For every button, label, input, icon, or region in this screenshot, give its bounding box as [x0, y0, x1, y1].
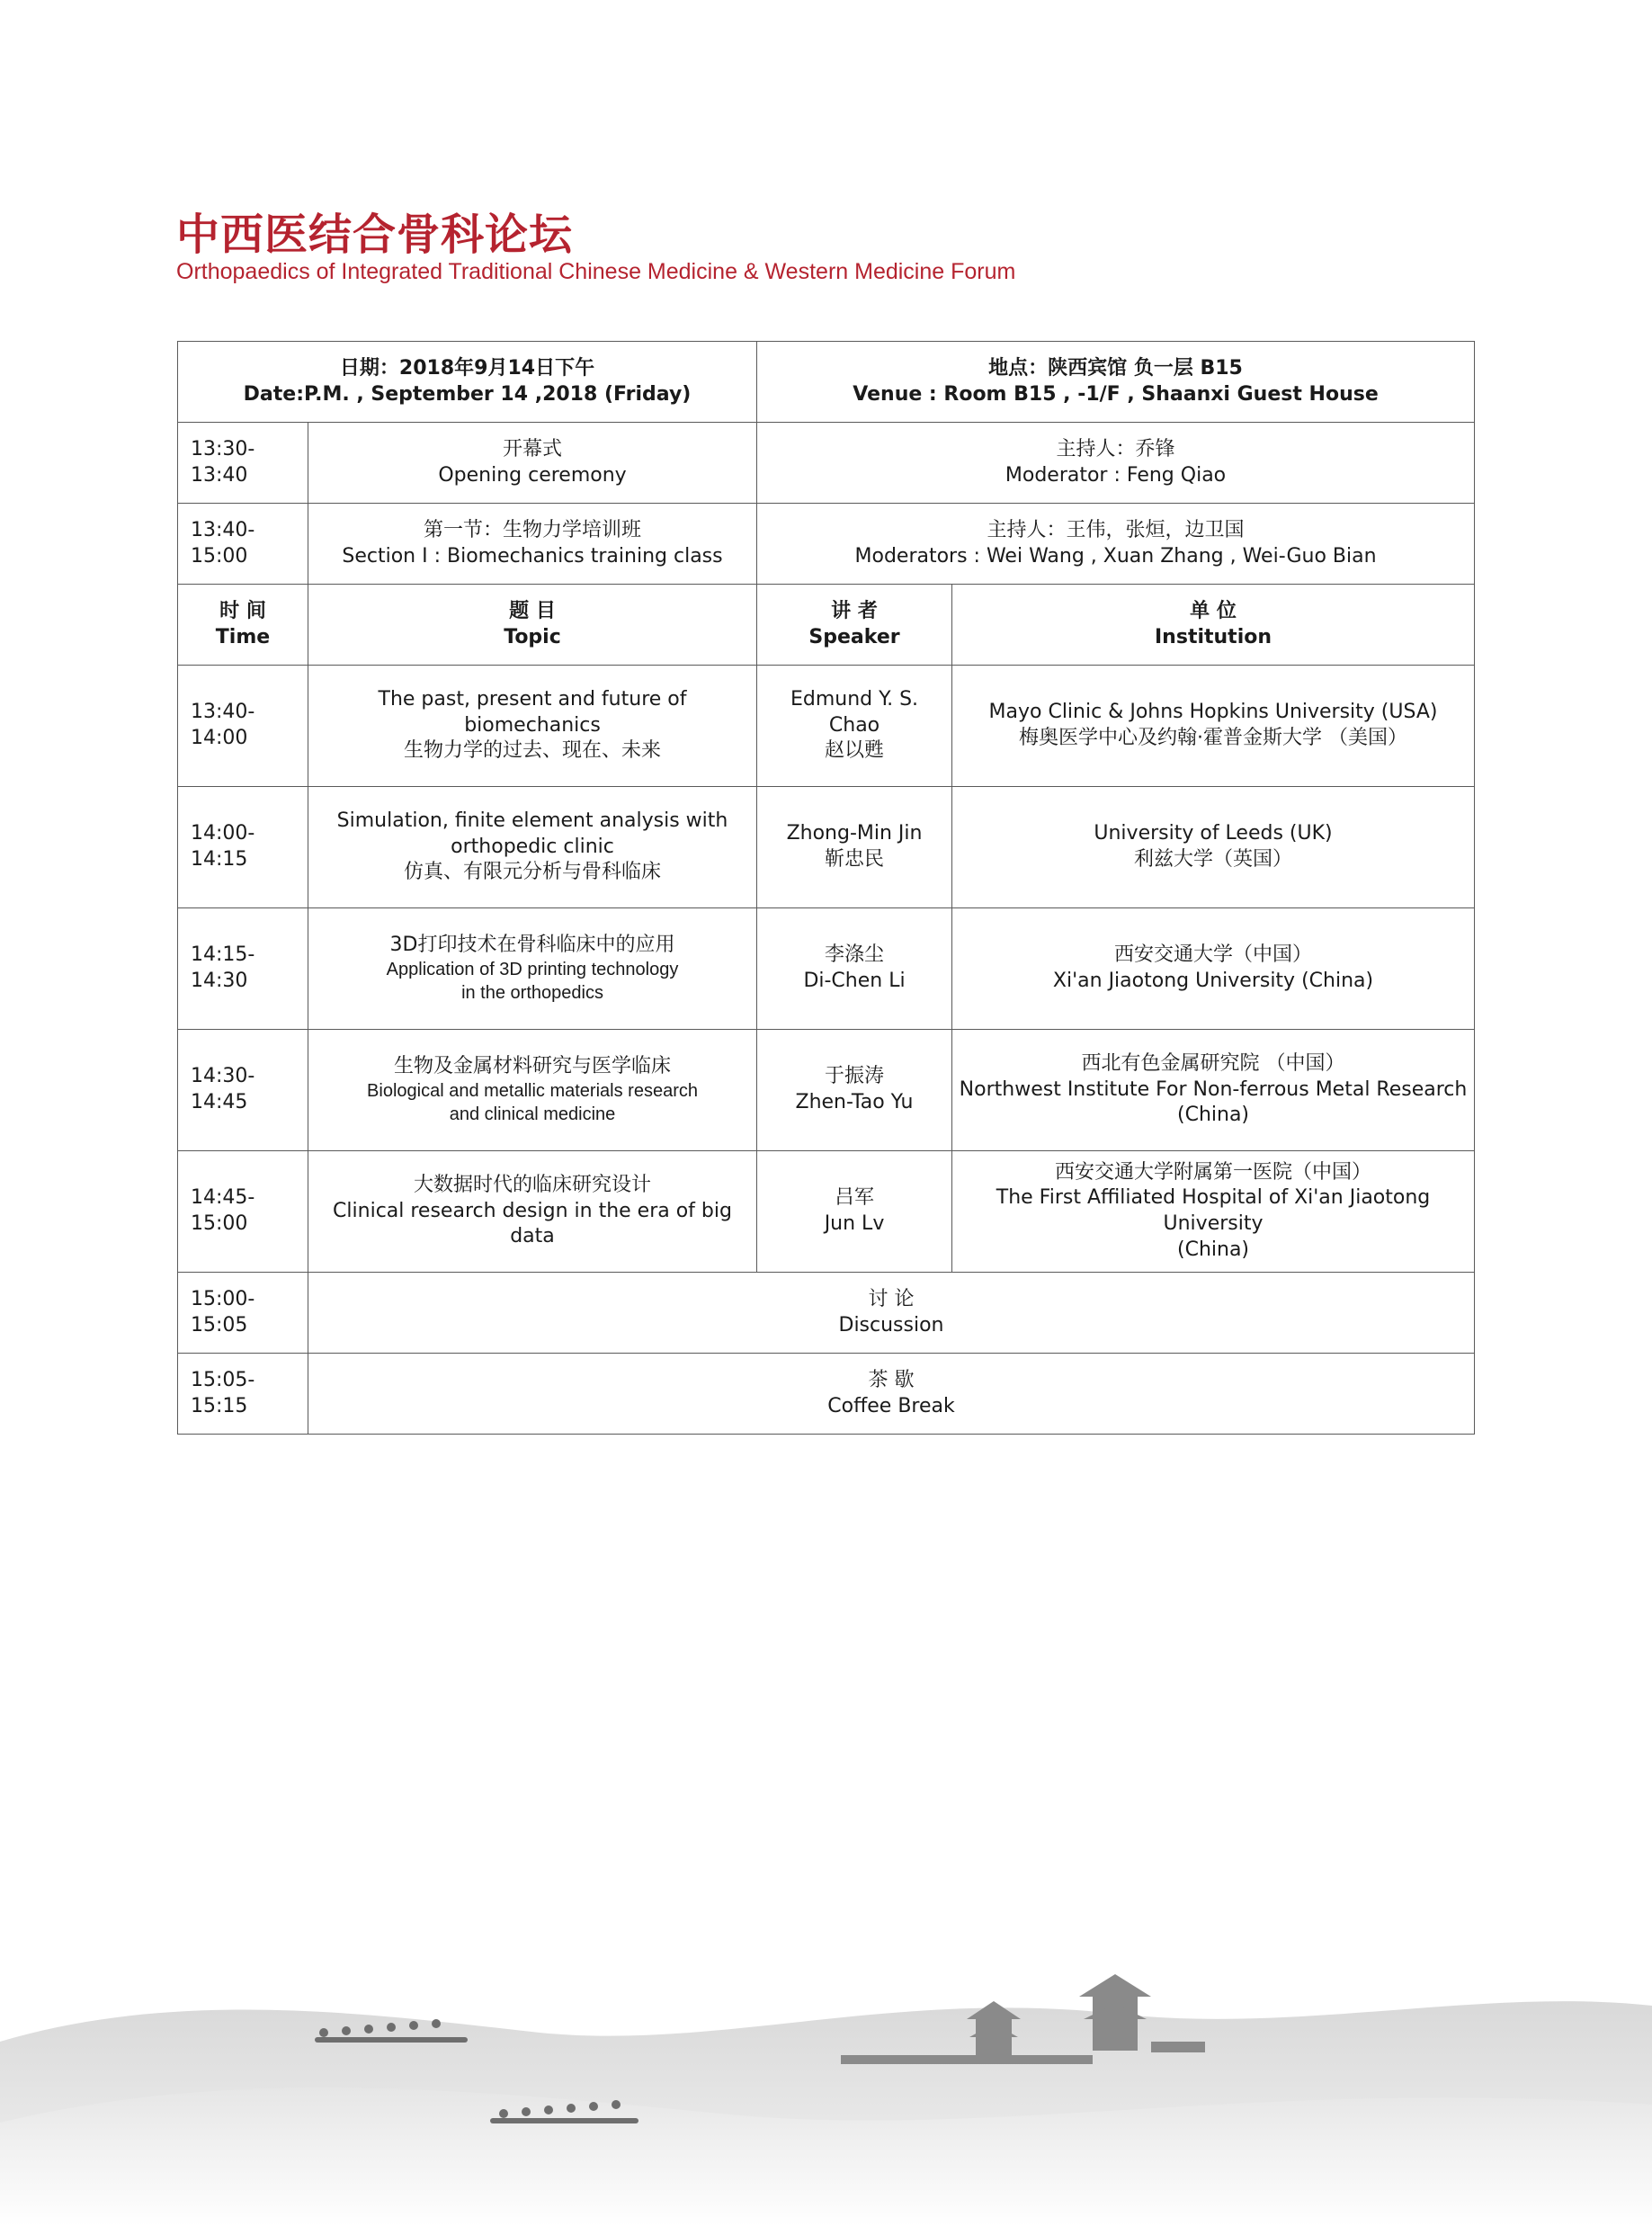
talk-time: 14:30-14:45 [178, 1030, 308, 1151]
opening-moderator-cn: 主持人：乔锋 [1056, 437, 1175, 460]
column-header-row [178, 585, 1475, 666]
talk-speaker [757, 787, 952, 908]
talk-speaker-line: 靳忠民 [825, 848, 885, 871]
col-speaker-en: Speaker [808, 625, 900, 648]
talk-topic-line: Biological and metallic materials research [367, 1081, 698, 1102]
col-time-en: Time [215, 625, 271, 648]
desert-landscape-decoration [0, 1934, 1652, 2226]
opening-title-en: Opening ceremony [438, 463, 627, 487]
page-title: 中西医结合骨科论坛 [176, 210, 574, 260]
talk-institution [952, 908, 1475, 1030]
section-moderator-en: Moderators : Wei Wang , Xuan Zhang , Wei-Guo Bian [854, 544, 1377, 568]
date-en: Date:P.M. , September 14 ,2018 (Friday) [243, 382, 692, 406]
talk-topic [308, 1030, 757, 1151]
talk-inst-line: (China) [1177, 1104, 1250, 1127]
date-cell [178, 342, 757, 423]
opening-time: 13:30-13:40 [178, 423, 308, 504]
talk-speaker-line: Zhen-Tao Yu [795, 1091, 914, 1113]
talk-inst-line: 利兹大学（英国） [1134, 848, 1293, 871]
opening-topic [308, 423, 757, 504]
talk-institution [952, 1151, 1475, 1273]
talk-speaker [757, 1151, 952, 1273]
program-table [177, 341, 1475, 1435]
opening-title-cn: 开幕式 [503, 437, 563, 460]
talk-topic [308, 1151, 757, 1273]
talk-inst-line: (China) [1177, 1238, 1250, 1261]
discussion-cn: 讨 论 [868, 1287, 915, 1310]
talk-topic-line: 大数据时代的临床研究设计 [414, 1174, 652, 1197]
talk-topic [308, 787, 757, 908]
talk-time: 14:15-14:30 [178, 908, 308, 1030]
talk-speaker-line: 于振涛 [825, 1065, 885, 1088]
discussion-en: Discussion [838, 1313, 944, 1336]
col-inst-cn: 单 位 [1190, 599, 1237, 622]
talk-inst-line: The First Affiliated Hospital of Xi'an Jiaotong University [996, 1186, 1431, 1235]
discussion-row [178, 1273, 1475, 1354]
talk-speaker-line: 赵以甦 [825, 739, 885, 763]
talk-row [178, 666, 1475, 787]
talk-row [178, 908, 1475, 1030]
opening-moderator [757, 423, 1475, 504]
page-subtitle: Orthopaedics of Integrated Traditional Chinese Medicine & Western Medicine Forum [176, 259, 1016, 284]
talk-inst-line: 西安交通大学附属第一医院（中国） [1055, 1160, 1372, 1184]
talk-topic-line: Simulation, finite element analysis with [336, 809, 728, 833]
talk-inst-line: Mayo Clinic & Johns Hopkins University (USA) [988, 701, 1438, 724]
section-moderators [757, 504, 1475, 585]
talk-topic-line: 生物及金属材料研究与医学临床 [394, 1054, 672, 1077]
col-header-speaker [757, 585, 952, 666]
venue-cell [757, 342, 1475, 423]
talk-inst-line: 西安交通大学（中国） [1114, 943, 1313, 967]
venue-en: Venue : Room B15 , -1/F , Shaanxi Guest House [853, 382, 1379, 406]
talk-topic [308, 908, 757, 1030]
coffee-break-row [178, 1354, 1475, 1435]
coffee-break-en: Coffee Break [827, 1394, 955, 1417]
talk-inst-line: Xi'an Jiaotong University (China) [1052, 970, 1374, 992]
venue-cn: 地点：陕西宾馆 负一层 B15 [988, 356, 1243, 380]
talk-topic-line: Application of 3D printing technology [386, 960, 679, 980]
talk-topic-line: The past, present and future of biomechanics [378, 688, 687, 737]
talk-speaker [757, 666, 952, 787]
section-moderator-cn: 主持人：王伟，张烜，边卫国 [987, 518, 1245, 541]
talk-speaker [757, 1030, 952, 1151]
talk-speaker [757, 908, 952, 1030]
coffee-break-cell [308, 1354, 1475, 1435]
col-time-cn: 时 间 [219, 599, 266, 622]
opening-moderator-en: Moderator : Feng Qiao [1005, 463, 1227, 487]
talk-speaker-line: Jun Lv [824, 1212, 885, 1235]
talk-topic-line: 仿真、有限元分析与骨科临床 [404, 861, 662, 884]
col-speaker-cn: 讲 者 [831, 599, 878, 622]
talk-institution [952, 666, 1475, 787]
talk-speaker-line: Di-Chen Li [803, 970, 906, 992]
talk-institution [952, 787, 1475, 908]
section-row [178, 504, 1475, 585]
talk-topic-line: Clinical research design in the era of big data [333, 1199, 732, 1248]
opening-row [178, 423, 1475, 504]
talk-inst-line: University of Leeds (UK) [1094, 822, 1333, 845]
talk-inst-line: Northwest Institute For Non-ferrous Metal Research [959, 1077, 1468, 1101]
talk-speaker-line: Edmund Y. S. Chao [790, 688, 919, 737]
section-title-en: Section Ⅰ : Biomechanics training class [342, 544, 723, 568]
talk-topic-line: 3D打印技术在骨科临床中的应用 [389, 933, 675, 956]
col-header-topic [308, 585, 757, 666]
talk-topic-line: 生物力学的过去、现在、未来 [404, 739, 662, 763]
talk-time: 13:40-14:00 [178, 666, 308, 787]
talk-speaker-line: Zhong-Min Jin [786, 822, 923, 845]
section-title-cn: 第一节：生物力学培训班 [424, 518, 642, 541]
talk-time: 14:00-14:15 [178, 787, 308, 908]
col-header-time [178, 585, 308, 666]
talk-time: 14:45-15:00 [178, 1151, 308, 1273]
talk-row [178, 1030, 1475, 1151]
talk-institution [952, 1030, 1475, 1151]
talk-speaker-line: 吕军 [835, 1186, 875, 1210]
discussion-cell [308, 1273, 1475, 1354]
talk-inst-line: 梅奥医学中心及约翰·霍普金斯大学 （美国） [1019, 727, 1408, 749]
talk-topic-line: and clinical medicine [449, 1104, 616, 1125]
talk-topic-line: in the orthopedics [461, 983, 603, 1004]
talk-topic-line: orthopedic clinic [451, 835, 614, 858]
date-cn: 日期：2018年9月14日下午 [339, 356, 595, 380]
col-topic-cn: 题 目 [509, 599, 556, 622]
col-topic-en: Topic [504, 625, 561, 648]
coffee-break-time: 15:05-15:15 [178, 1354, 308, 1435]
col-header-institution [952, 585, 1475, 666]
talk-row [178, 787, 1475, 908]
discussion-time: 15:00-15:05 [178, 1273, 308, 1354]
talk-topic [308, 666, 757, 787]
talk-inst-line: 西北有色金属研究院 （中国） [1081, 1052, 1345, 1076]
section-time: 13:40-15:00 [178, 504, 308, 585]
section-topic [308, 504, 757, 585]
col-inst-en: Institution [1155, 625, 1272, 648]
talk-speaker-line: 李涤尘 [825, 943, 885, 967]
date-venue-row [178, 342, 1475, 423]
talk-row [178, 1151, 1475, 1273]
coffee-break-cn: 茶 歇 [868, 1368, 915, 1391]
